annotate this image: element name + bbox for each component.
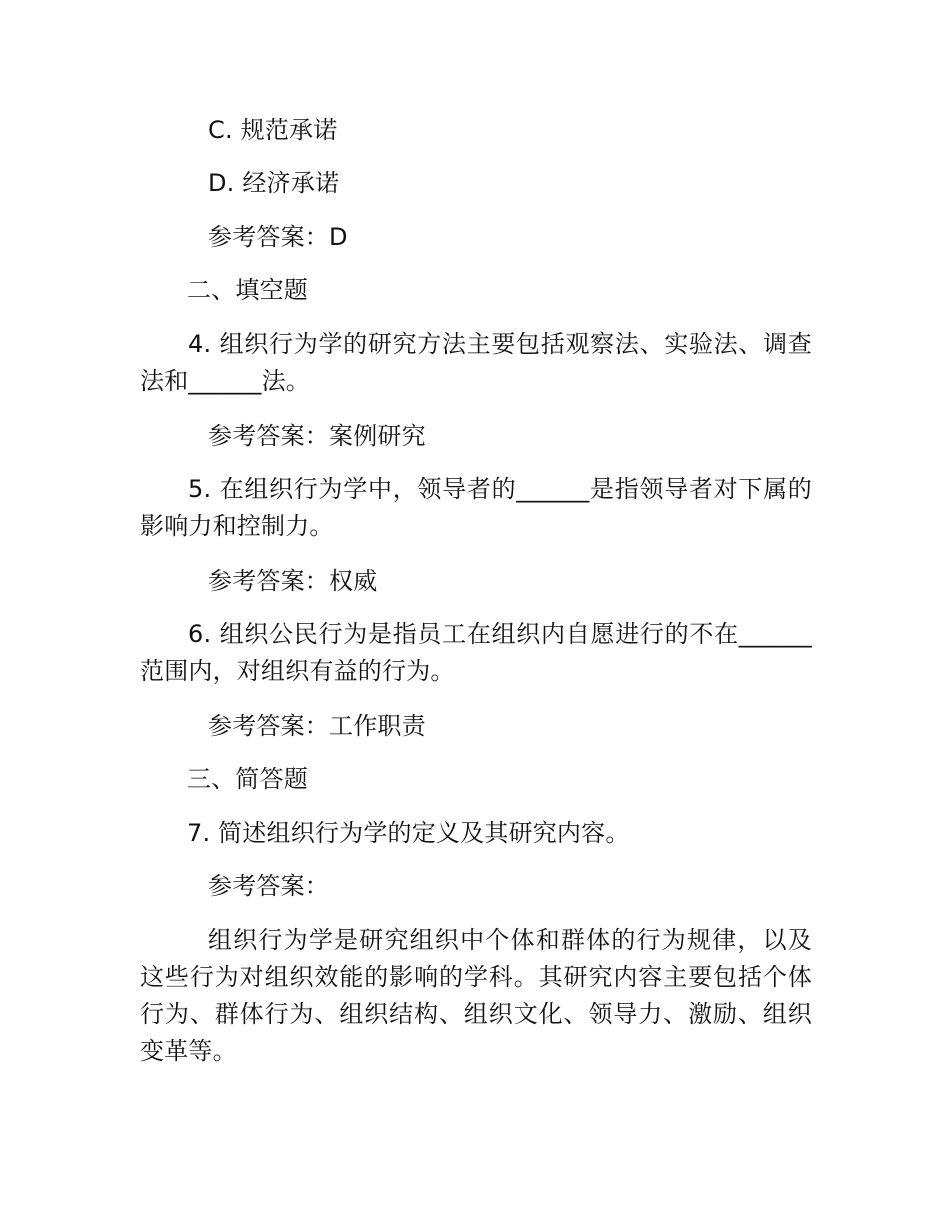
answer-q6: 参考答案：工作职责 <box>208 712 426 740</box>
section-heading-short-answer: 三、简答题 <box>187 765 308 793</box>
question-4: 4. 组织行为学的研究方法主要包括观察法、实验法、调查法和______法。 <box>140 330 812 395</box>
section-heading-fill-in: 二、填空题 <box>187 276 308 304</box>
answer-q5: 参考答案：权威 <box>208 567 378 595</box>
answer-q3: 参考答案：D <box>208 223 348 251</box>
answer-q7-body: 组织行为学是研究组织中个体和群体的行为规律，以及这些行为对组织效能的影响的学科。其研究内容主要包括个体行为、群体行为、组织结构、组织文化、领导力、激励、组织变革等。 <box>140 926 812 1065</box>
answer-q7-label: 参考答案： <box>208 872 329 900</box>
answer-q4: 参考答案：案例研究 <box>208 422 426 450</box>
option-c: C. 规范承诺 <box>208 116 338 144</box>
question-7: 7. 简述组织行为学的定义及其研究内容。 <box>187 819 630 847</box>
option-d: D. 经济承诺 <box>208 169 340 197</box>
question-5: 5. 在组织行为学中，领导者的______是指领导者对下属的影响力和控制力。 <box>140 475 812 540</box>
question-6: 6. 组织公民行为是指员工在组织内自愿进行的不在______范围内，对组织有益的行为。 <box>140 620 812 685</box>
